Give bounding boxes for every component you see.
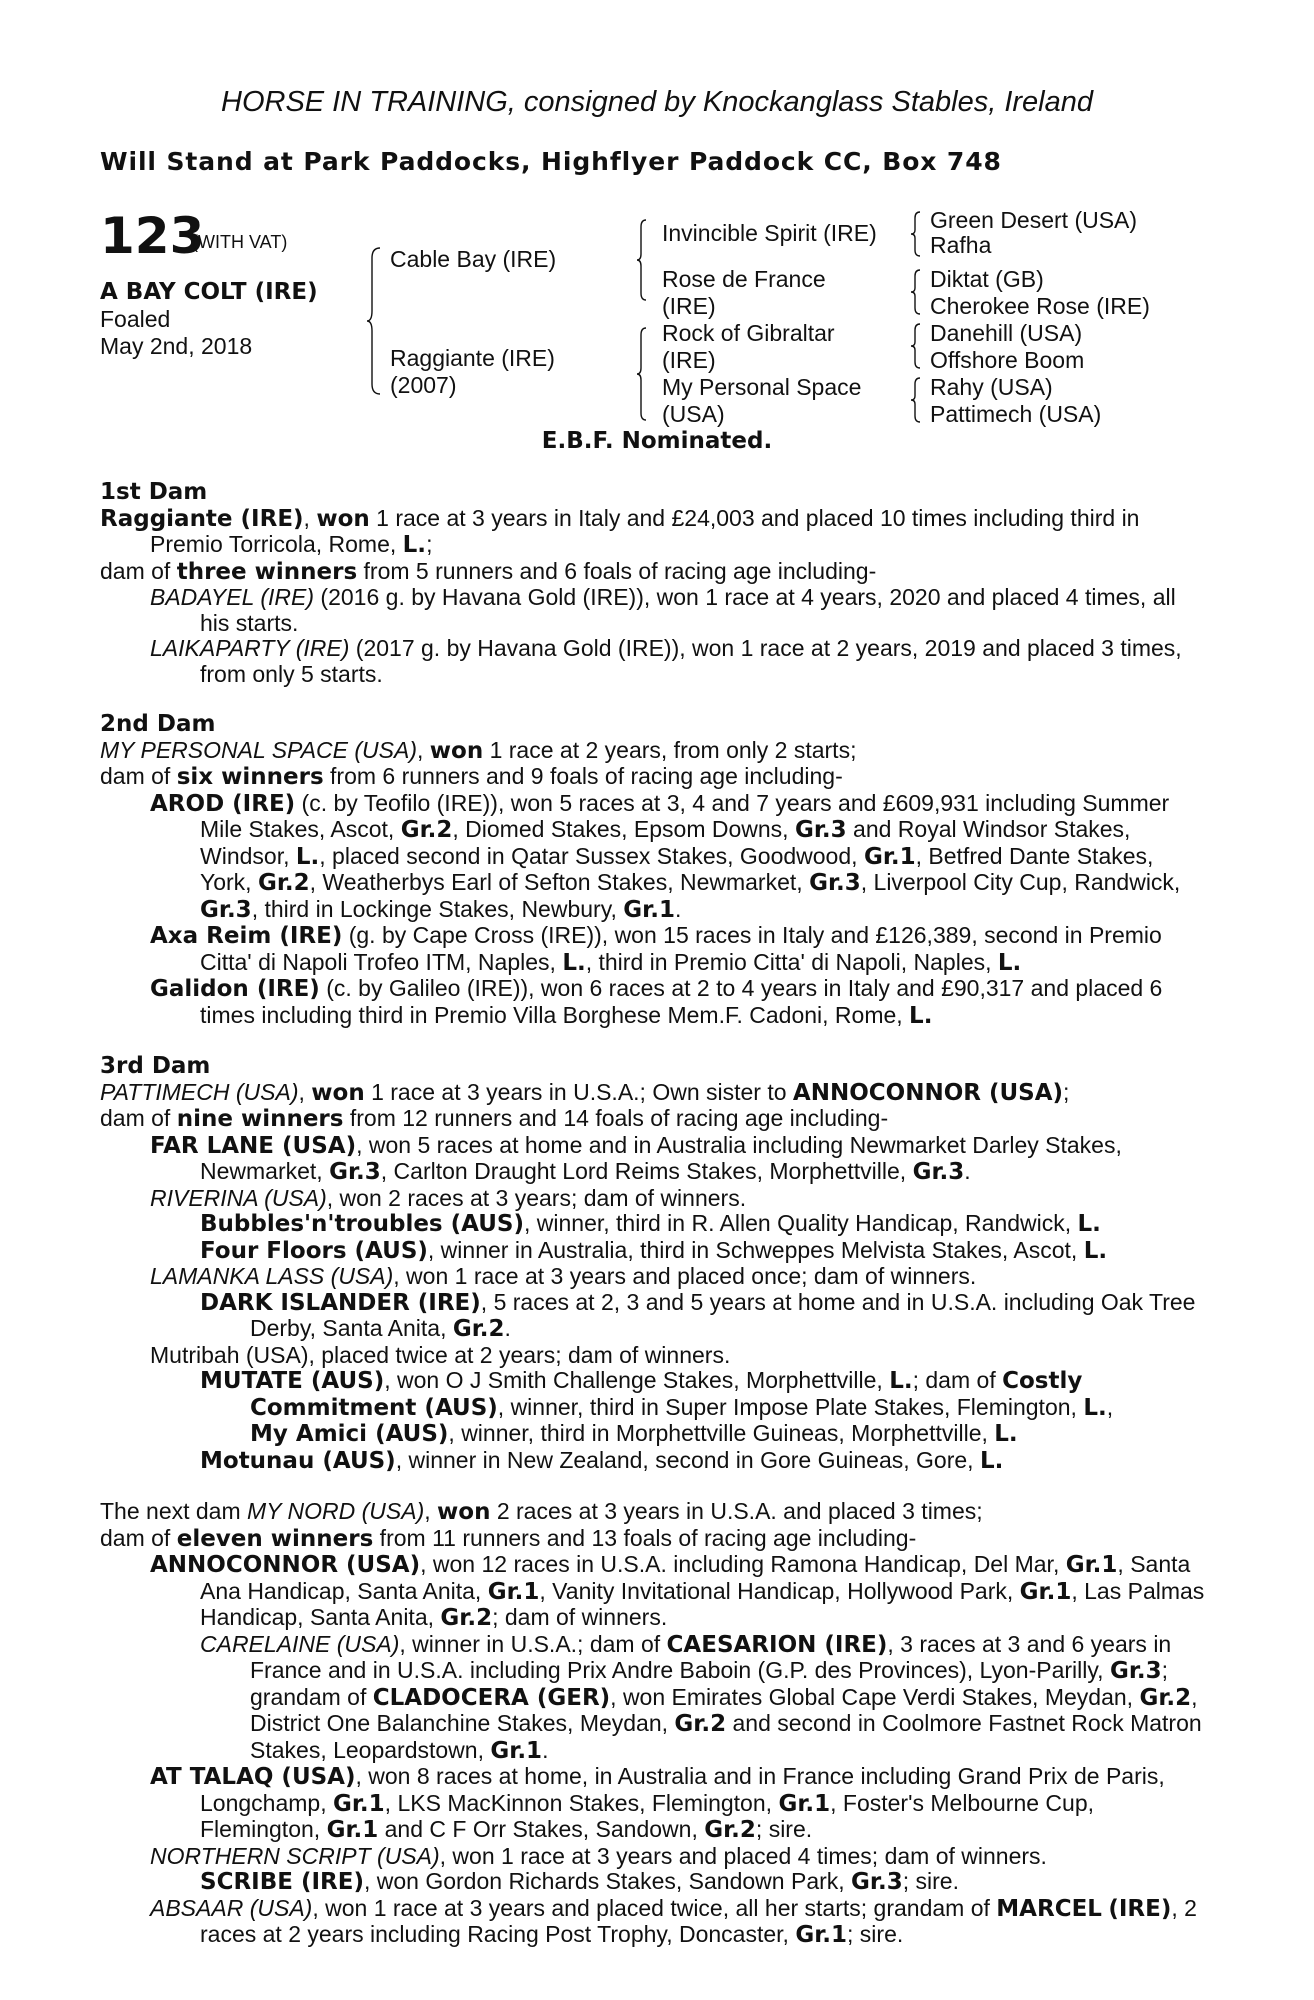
text-run: ; dam of winners. <box>492 1604 668 1630</box>
text-run: , won Emirates Global Cape Verdi Stakes, Meydan, <box>610 1683 1140 1710</box>
text-run: , winner, third in Super Impose Plate Stakes, Flemington, <box>497 1393 1084 1420</box>
produce-entry <box>100 1264 1210 1290</box>
text-run: , won 5 races at home and in Australia including Newmarket Darley Stakes, Newmarket, <box>200 1131 1122 1184</box>
produce-entry <box>100 1133 1210 1186</box>
bold-run: Gr.3 <box>329 1159 381 1185</box>
pedigree-brace-sire <box>636 218 648 302</box>
third-dam-heading: 3rd Dam <box>100 1053 211 1079</box>
bold-run: L. <box>889 1368 913 1394</box>
text-run: , <box>1106 1393 1114 1420</box>
vat-label: (WITH VAT) <box>192 232 288 252</box>
text-run: ; sire. <box>902 1868 959 1894</box>
bold-run: Gr.1 <box>1019 1578 1072 1605</box>
bold-run: Gr.1 <box>487 1578 540 1605</box>
lot-description: A BAY COLT (IRE) <box>100 279 318 305</box>
catalogue-body <box>100 480 1210 1949</box>
text-run: (g. by Cape Cross (IRE)), won 15 races in Italy and £126,389, second in Premio Citta' di Napoli Trofeo ITM, Naples, <box>200 922 1162 975</box>
bold-run: L. <box>994 1421 1018 1447</box>
italic-run: CARELAINE (USA) <box>200 1630 400 1657</box>
text-run: ; <box>426 531 433 557</box>
produce-entry <box>100 1290 1210 1343</box>
text-run: , won 1 race at 3 years and placed 4 times; dam of winners. <box>439 1842 1047 1869</box>
produce-entry <box>100 1238 1210 1265</box>
text-run: (c. by Teofilo (IRE)), won 5 races at 3, 4 and 7 years and £609,931 including Summer Mile Stakes, Ascot, <box>200 789 1170 842</box>
pedigree-dam-year: (2007) <box>390 372 457 398</box>
bold-run: Gr.1 <box>1065 1552 1118 1578</box>
italic-run: RIVERINA (USA) <box>150 1184 327 1211</box>
bold-run: eleven winners <box>176 1525 374 1552</box>
produce-entry <box>100 1869 1210 1896</box>
pedigree-granddam-1-suffix: (IRE) <box>662 293 716 319</box>
bold-run: Gr.3 <box>1109 1658 1162 1684</box>
text-run: and Royal Windsor Stakes, Windsor, <box>200 816 1131 869</box>
text-run: , winner, third in Morphettville Guineas, Morphettville, <box>448 1420 995 1446</box>
pedigree-ggd-1: Rafha <box>930 232 992 258</box>
pedigree-grandsire-2: Rock of Gibraltar <box>662 320 835 346</box>
bold-run: Gr.2 <box>1139 1684 1192 1711</box>
text-run: , Foster's Melbourne Cup, Flemington, <box>200 1789 1095 1842</box>
bold-run: Galidon (IRE) <box>150 976 320 1002</box>
produce-entry <box>100 1896 1210 1949</box>
text-run: . <box>542 1736 549 1763</box>
text-run: , Weatherbys Earl of Sefton Stakes, Newmarket, <box>309 869 810 895</box>
text-run: (c. by Galileo (IRE)), won 6 races at 2 to 4 years in Italy and £90,317 and placed 6 times including third in Premio Villa Borghese Mem.F. Cadoni, Rome, <box>200 975 1163 1028</box>
foaled-label: Foaled <box>100 306 171 332</box>
next-dam-produce <box>100 1526 1210 1553</box>
bold-run: Gr.1 <box>326 1817 379 1843</box>
page-title: HORSE IN TRAINING, consigned by Knockanglass Stables, Ireland <box>221 86 1093 118</box>
text-run: ; sire. <box>755 1816 813 1842</box>
bold-run: won <box>437 1499 491 1525</box>
bold-run: Gr.1 <box>795 1922 848 1948</box>
text-run: 2 races at 3 years in U.S.A. and placed 3 times; <box>490 1498 983 1524</box>
pedigree-granddam-2-suffix: (USA) <box>662 401 725 427</box>
bold-run: L. <box>1077 1211 1101 1237</box>
italic-run: MY PERSONAL SPACE (USA) <box>100 736 417 763</box>
text-run: from 12 runners and 14 foals of racing age including- <box>343 1105 889 1131</box>
bold-run: Gr.1 <box>778 1790 831 1817</box>
text-run: , Betfred Dante Stakes, York, <box>200 842 1154 895</box>
text-run: Mutribah (USA), placed twice at 2 years; dam of winners. <box>150 1341 731 1368</box>
produce-entry <box>100 1211 1210 1238</box>
text-run: (2016 g. by Havana Gold (IRE)), won 1 race at 4 years, 2020 and placed 4 times, all his starts. <box>200 584 1176 636</box>
text-run: (2017 g. by Havana Gold (IRE)), won 1 race at 2 years, 2019 and placed 3 times, from only 5 starts. <box>200 635 1182 687</box>
text-run: from 6 runners and 9 foals of racing age including- <box>323 763 843 789</box>
produce-entry <box>100 923 1210 976</box>
bold-run: ANNOCONNOR (USA) <box>150 1552 421 1578</box>
text-run: dam of <box>100 1524 177 1551</box>
bold-run: MARCEL <box>996 1895 1102 1922</box>
bold-run: Motunau (AUS) <box>200 1447 396 1474</box>
bold-run: AT TALAQ (USA) <box>150 1764 356 1790</box>
text-run: , LKS MacKinnon Stakes, Flemington, <box>384 1789 779 1816</box>
pedigree-ggd-2: Cherokee Rose (IRE) <box>930 293 1150 319</box>
bold-run: won <box>316 505 370 532</box>
text-run: , winner in U.S.A.; dam of <box>399 1630 667 1657</box>
pedigree-grandsire-2-suffix: (IRE) <box>662 347 716 373</box>
bold-run: CLADOCERA (GER) <box>372 1684 611 1711</box>
italic-run: BADAYEL (IRE) <box>150 584 315 610</box>
bold-run: Gr.1 <box>863 843 916 870</box>
second-dam-record <box>100 738 1210 765</box>
italic-run: ABSAAR (USA) <box>150 1894 313 1921</box>
text-run: , won Gordon Richards Stakes, Sandown Park, <box>363 1868 852 1894</box>
produce-entry <box>100 791 1210 924</box>
text-run: , winner, third in R. Allen Quality Handicap, Randwick, <box>523 1210 1078 1236</box>
text-run: , Carlton Draught Lord Reims Stakes, Morphettville, <box>380 1158 913 1184</box>
pedigree-ggs-2: Diktat (GB) <box>930 266 1044 292</box>
bold-run: (IRE) <box>1108 1895 1172 1922</box>
text-run: and C F Orr Stakes, Sandown, <box>378 1816 705 1842</box>
produce-entry <box>100 1448 1210 1475</box>
bold-run: AROD (IRE) <box>150 790 296 817</box>
text-run: . <box>674 895 682 922</box>
bold-run: Gr.1 <box>623 896 675 923</box>
text-run: , 3 races at 3 and 6 years in France and in U.S.A. including Prix Andre Baboin (G.P. des Provinces), Lyon-Parilly, <box>250 1630 1172 1683</box>
text-run: and second in Coolmore Fastnet Rock Matron Stakes, Leopardstown, <box>250 1710 1202 1763</box>
third-dam-record <box>100 1080 1210 1107</box>
location-subtitle: Will Stand at Park Paddocks, Highflyer Paddock CC, Box 748 <box>100 147 1002 176</box>
bold-run: Gr.1 <box>490 1737 543 1764</box>
text-run: , won 12 races in U.S.A. including Ramona Handicap, Del Mar, <box>420 1551 1066 1577</box>
text-run: , District One Balanchine Stakes, Meydan, <box>250 1683 1198 1736</box>
pedigree-dam: Raggiante (IRE) <box>390 345 555 371</box>
pedigree-granddam-2: My Personal Space <box>662 374 862 400</box>
bold-run: Gr.3 <box>851 1869 903 1895</box>
bold-run: Gr.2 <box>704 1817 756 1843</box>
text-run: , Vanity Invitational Handicap, Hollywood Park, <box>539 1577 1020 1604</box>
produce-entry <box>100 1368 1210 1395</box>
bold-run: three winners <box>176 558 358 585</box>
bold-run: won <box>429 737 484 764</box>
bold-run: Gr.2 <box>440 1605 493 1631</box>
italic-run: LAIKAPARTY (IRE) <box>150 635 350 661</box>
text-run: dam of <box>100 763 177 789</box>
text-run: , winner in New Zealand, second in Gore Guineas, Gore, <box>395 1446 980 1473</box>
bold-run: Gr.2 <box>674 1711 727 1737</box>
produce-entry <box>100 1552 1210 1632</box>
produce-entry <box>100 1632 1210 1765</box>
pedigree-brace-dam <box>636 326 648 422</box>
text-run: from 5 runners and 6 foals of racing age including- <box>357 557 877 584</box>
text-run: , won 1 race at 3 years and placed once; dam of winners. <box>393 1263 977 1289</box>
text-run: 1 race at 3 years in U.S.A.; Own sister to <box>364 1078 793 1105</box>
pedigree-granddam-1: Rose de France <box>662 266 826 292</box>
text-run: , won O J Smith Challenge Stakes, Morphettville, <box>384 1367 890 1393</box>
text-run: 1 race at 2 years, from only 2 starts; <box>483 736 857 763</box>
text-run: , <box>298 1078 312 1105</box>
first-dam-record <box>100 506 1210 559</box>
bold-run: DARK ISLANDER (IRE) <box>200 1289 481 1316</box>
first-dam-produce <box>100 559 1210 586</box>
pedigree-ggs-1: Green Desert (USA) <box>930 207 1138 233</box>
produce-entry <box>100 1844 1210 1870</box>
bold-run: Gr.1 <box>332 1790 385 1817</box>
bold-run: six winners <box>176 764 324 790</box>
bold-run: Raggiante (IRE) <box>100 505 304 532</box>
text-run: ; sire. <box>847 1921 904 1947</box>
bold-run: MUTATE (AUS) <box>200 1368 385 1394</box>
pedigree-ggd-4: Pattimech (USA) <box>930 401 1102 427</box>
bold-run: My Amici (AUS) <box>250 1421 449 1447</box>
foaled-date: May 2nd, 2018 <box>100 333 253 359</box>
bold-run: L. <box>909 1002 933 1029</box>
text-run: , Santa Ana Handicap, Santa Anita, <box>200 1551 1191 1604</box>
pedigree-sire: Cable Bay (IRE) <box>390 246 557 272</box>
text-run: , third in Premio Citta' di Napoli, Naples, <box>585 948 998 975</box>
text-run: , Diomed Stakes, Epsom Downs, <box>452 816 795 842</box>
bold-run: Gr.3 <box>912 1159 965 1185</box>
produce-entry <box>100 1343 1210 1369</box>
bold-run: L. <box>402 532 427 558</box>
text-run: . <box>964 1158 971 1184</box>
text-run: ; <box>1063 1078 1070 1105</box>
italic-run: MY NORD (USA) <box>247 1498 425 1524</box>
bold-run: L. <box>979 1447 1004 1474</box>
text-run: , winner in Australia, third in Schweppes Melvista Stakes, Ascot, <box>427 1236 1084 1263</box>
text-run: dam of <box>100 557 177 584</box>
pedigree-ggs-4: Rahy (USA) <box>930 374 1053 400</box>
text-run: , won 8 races at home, in Australia and in France including Grand Prix de Paris, Longchamp, <box>200 1763 1165 1816</box>
bold-run: Four Floors (AUS) <box>200 1237 428 1264</box>
bold-run: won <box>311 1079 365 1106</box>
text-run: , 5 races at 2, 3 and 5 years at home and in U.S.A. including Oak Tree Derby, Santa Anita, <box>250 1288 1196 1341</box>
text-run: ; dam of <box>912 1367 1003 1393</box>
text-run: , won 1 race at 3 years and placed twice, all her starts; grandam of <box>312 1894 997 1921</box>
pedigree-grandsire-1: Invincible Spirit (IRE) <box>662 220 877 246</box>
text-run: , Liverpool City Cup, Randwick, <box>860 869 1181 895</box>
bold-run: Gr.3 <box>200 896 252 923</box>
produce-entry <box>100 976 1210 1029</box>
text-run: , 2 races at 2 years including Racing Post Trophy, Doncaster, <box>200 1894 1197 1947</box>
bold-run: Gr.3 <box>809 870 861 896</box>
bold-run: SCRIBE (IRE) <box>200 1869 364 1895</box>
text-run: , Las Palmas Handicap, Santa Anita, <box>200 1577 1205 1630</box>
pedigree-brace-gg1 <box>910 210 922 258</box>
bold-run: L. <box>1083 1237 1108 1264</box>
second-dam-produce <box>100 764 1210 791</box>
pedigree-brace-gg2 <box>910 268 922 316</box>
ebf-nominated: E.B.F. Nominated. <box>541 428 773 454</box>
bold-run: Gr.3 <box>794 817 847 843</box>
pedigree-brace-gg3 <box>910 322 922 370</box>
text-run: . <box>504 1315 511 1341</box>
bold-run: L. <box>997 949 1022 976</box>
pedigree-ggd-3: Offshore Boom <box>930 347 1085 373</box>
first-dam-heading: 1st Dam <box>100 479 208 505</box>
pedigree-ggs-3: Danehill (USA) <box>930 320 1083 346</box>
produce-entry <box>100 1395 1210 1422</box>
text-run: 1 race at 3 years in Italy and £24,003 and placed 10 times including third in Premio Torricola, Rome, <box>150 504 1140 557</box>
third-dam-produce <box>100 1106 1210 1133</box>
italic-run: PATTIMECH (USA) <box>100 1078 299 1105</box>
bold-run: nine winners <box>176 1106 344 1132</box>
bold-run: Axa Reim (IRE) <box>150 923 343 949</box>
bold-run: CAESARION (IRE) <box>666 1631 888 1658</box>
text-run: The next dam <box>100 1498 248 1524</box>
lot-number: 123 <box>100 207 205 265</box>
bold-run: Costly <box>1002 1368 1083 1394</box>
text-run: , <box>416 736 430 763</box>
bold-run: Commitment (AUS) <box>250 1394 498 1421</box>
produce-entry <box>100 1764 1210 1844</box>
produce-entry <box>100 636 1210 687</box>
text-run: from 11 runners and 13 foals of racing age including- <box>373 1524 917 1551</box>
produce-entry <box>100 1186 1210 1212</box>
text-run: , third in Lockinge Stakes, Newbury, <box>251 895 624 922</box>
bold-run: L. <box>1083 1394 1107 1421</box>
text-run: ; grandam of <box>250 1657 1169 1710</box>
bold-run: FAR LANE (USA) <box>150 1132 357 1159</box>
text-run: , <box>424 1498 438 1524</box>
pedigree-brace-gg4 <box>910 376 922 424</box>
second-dam-heading: 2nd Dam <box>100 711 216 737</box>
bold-run: Gr.2 <box>400 817 453 843</box>
italic-run: LAMANKA LASS (USA) <box>150 1263 394 1289</box>
italic-run: NORTHERN SCRIPT (USA) <box>150 1842 440 1869</box>
text-run: , <box>303 504 317 531</box>
bold-run: ANNOCONNOR (USA) <box>792 1079 1064 1106</box>
bold-run: Gr.2 <box>257 870 310 896</box>
bold-run: L. <box>295 843 320 870</box>
bold-run: L. <box>562 949 586 976</box>
text-run: , won 2 races at 3 years; dam of winners. <box>326 1184 747 1211</box>
text-run: , placed second in Qatar Sussex Stakes, Goodwood, <box>319 842 864 869</box>
produce-entry <box>100 585 1210 636</box>
bold-run: Gr.2 <box>452 1316 505 1342</box>
bold-run: Bubbles'n'troubles (AUS) <box>200 1211 524 1237</box>
text-run: dam of <box>100 1105 177 1131</box>
pedigree-brace-main <box>366 246 382 396</box>
produce-entry <box>100 1421 1210 1448</box>
next-dam-record <box>100 1499 1210 1526</box>
